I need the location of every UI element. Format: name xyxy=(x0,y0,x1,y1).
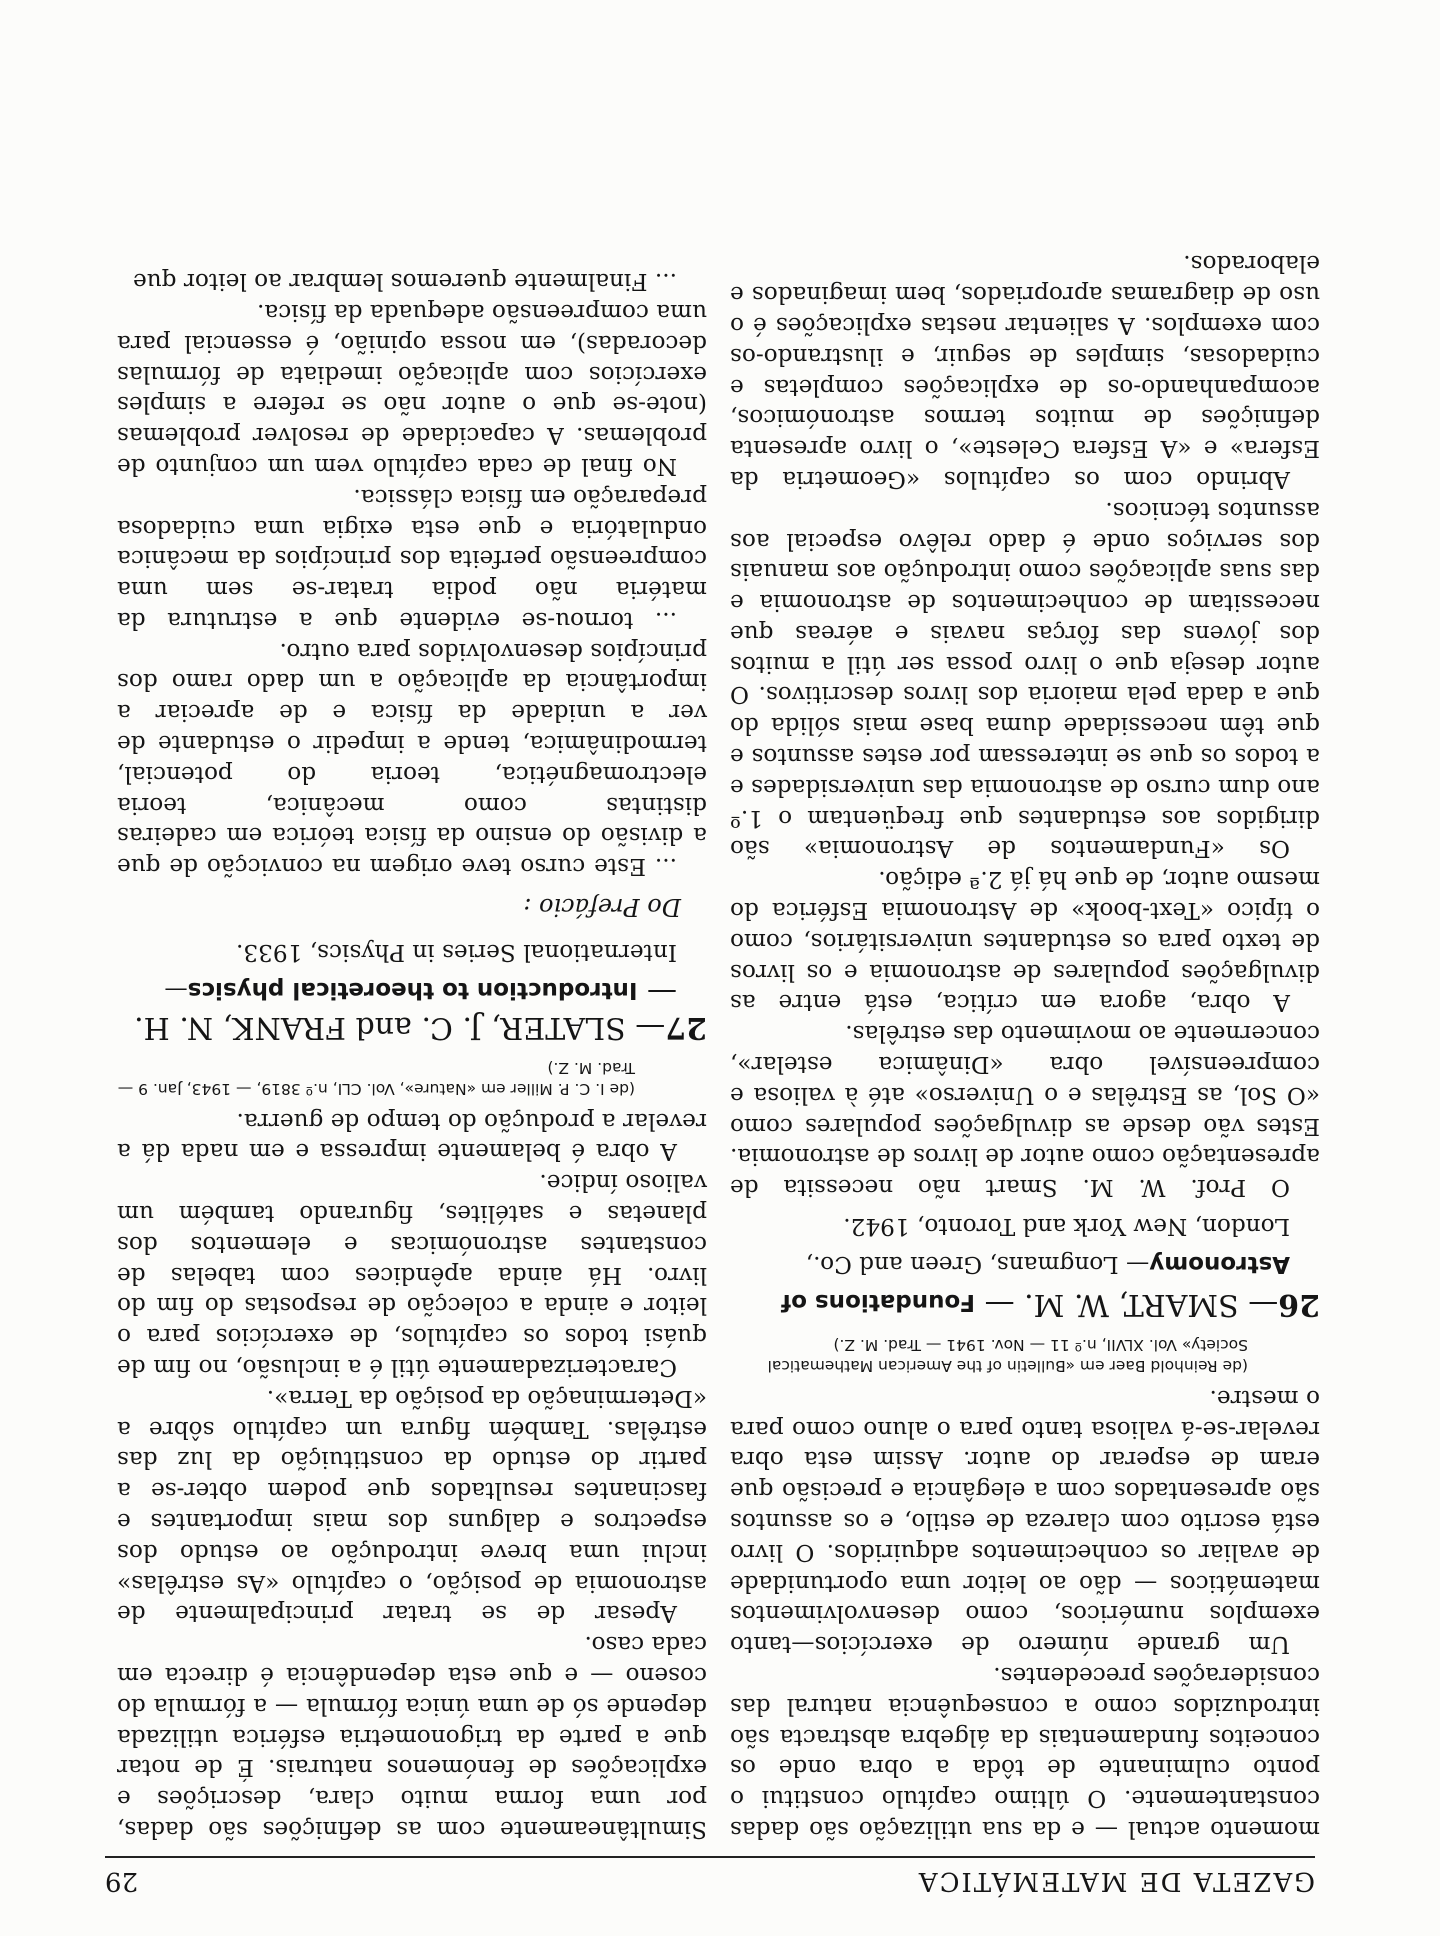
paragraph: Simultâneamente com as definições são dadas, por uma forma muito clara, descrições e explicações de fenómenos naturais. É de notar que a parte da trigonometria esférica utilizada depende só de uma única fórmula — a fórmula do coseno — e que esta dependência é directa em cada caso. xyxy=(117,1631,707,1843)
entry-number: 27 xyxy=(665,1009,707,1045)
paragraph: ... tornou-se evidente que a estrutura da matéria não podia tratar-se sem uma compreensão perfeita dos princípios da mecânica ondulatória e que esta exigia uma cuidadosa preparação em física clássica. xyxy=(117,483,707,634)
paragraph: O Prof. W. M. Smart não necessita de apresentação como autor de livros de astronomia. Estes vão desde as divulgações populares como «O Sol, as Estrêlas e o Universo» até à valiosa e compreensível obra «Dinâmica estelar», concernente ao movimento das estrêlas. xyxy=(730,1020,1320,1202)
paragraph: Abrindo com os capítulos «Geometria da Esfera» e «A Esfera Celeste», o livro apresenta definições de muitos termos astronómicos, acompanhando-os de explicações completas e cuidadosas, simples de seguir, e ilustrando-os com exemplos. A salientar nestas explicações é o uso de diagramas apropriados, bem imaginados e elaborados. xyxy=(730,250,1320,493)
entry-number: 26 xyxy=(1278,1287,1320,1323)
preface-heading: Do Prefácio : xyxy=(523,893,681,922)
paragraph: Os «Fundamentos de Astronomia» são dirigidos aos estudantes que freqüentam o 1.º ano dum curso de astronomia das universidades e a todos os que se interessam por estes assuntos e que têm necessidade duma base mais sólida do que a dada pela maioria dos livros descritivos. O autor deseja que o livro possa ser útil a muitos dos jóvens das fôrças navais e aéreas que necessitam de conhecimentos de astronomia e das suas aplicações como introdução aos manuais dos serviços onde é dado relêvo especial aos assuntos técnicos. xyxy=(730,496,1320,863)
entry-publisher: — Longmans, Green and Co., London, New York and Toronto, 1942. xyxy=(805,1213,1290,1279)
paragraph: ... Finalmente queremos lembrar ao leitor que xyxy=(132,268,677,296)
entry-author: — SMART, W. M. — xyxy=(984,1287,1279,1323)
paragraph: Um grande número de exercícios—tanto exemplos numéricos, como desenvolvimentos matemáticos — dão ao leitor uma oportunidade de avaliar os conhecimentos adquiridos. O livro está escrito com clareza de estilo, e os assuntos são apresentados com a elegância e precisão que eram de esperar do autor. Assim esta obra revelar-se-á valiosa tanto para o aluno como para o mestre. xyxy=(730,1384,1320,1659)
paragraph: Caracterizadamente útil é a inclusão, no fim de quási todos os capítulos, de exercícios para o leitor e ainda a colecção de respostas do fim do livro. Há ainda apêndices com tabelas de constantes astronómicas e elementos dos planetas e satélites, figurando também um valioso índice. xyxy=(117,1169,707,1382)
header-rule xyxy=(105,1856,1315,1858)
paragraph: No final de cada capítulo vem um conjunto de problemas. A capacidade de resolver problemas (note-se que o autor não se refere a simples exercícios com aplicação imediata de fórmulas decoradas), em nossa opinião, é essencial para uma compreensão adequada da física. xyxy=(117,298,707,480)
entry-title: Foundations of Astronomy xyxy=(781,1251,1290,1316)
right-column xyxy=(117,265,707,1844)
paragraph: Apesar de se tratar principalmente de astronomia de posição, o capítulo «As estrêlas» inclui uma breve introdução ao estudo dos espectros e dalguns dos mais importantes e fascinantes resultados que podem obter-se a partir do estudo da constituição da luz das estrêlas. Também figura um capítulo sôbre a «Determinação da posição da Terra». xyxy=(117,1384,707,1628)
entry-title: Introduction to theoretical physics xyxy=(187,976,638,1003)
entry-author: — SLATER, J. C. and FRANK, N. H. — xyxy=(134,974,677,1045)
page-number: 29 xyxy=(105,1866,139,1896)
paragraph: momento actual — e da sua utilização são dadas constantemente. O último capítulo constitui o ponto culminante de tôda a obra onde os conceitos fundamentais da álgebra abstracta são introduzidos como a consequência natural das considerações precedentes. xyxy=(730,1662,1320,1843)
entry-publisher: — International Series in Physics, 1933. xyxy=(164,938,677,1004)
paragraph: A obra, agora em crítica, está entre as divulgações populares de astronomia e os livros de texto para os estudantes universitários, como o típico «Text-book» de Astronomia Esférica do mesmo autor, de que há já 2.ª edição. xyxy=(730,866,1320,1017)
review-entry-26 xyxy=(730,1210,1320,1322)
review-entry-27 xyxy=(117,936,707,1045)
left-column xyxy=(730,248,1320,1844)
paragraph: A obra é belamente impressa e em nada dá a revelar a produção do tempo de guerra. xyxy=(117,1107,707,1166)
journal-title: GAZETA DE MATEMÁTICA xyxy=(916,1866,1315,1896)
running-header xyxy=(105,1856,1315,1896)
paragraph: ... Este curso teve origem na convicção de que a divisão do ensino da física teórica em cadeiras distintas como mecânica, teoria electromagnética, teoria do potencial, termodinâmica, tende a impedir o estudante de ver a unidade da física e de apreciar a importância da aplicação a um dado ramo dos princípios desenvolvidos para outro. xyxy=(117,637,707,881)
reference-note: (de Reinhold Baer em «Bulletin of the American Mathematical Society» Vol. XLVII, n.º 11 — Nov. 1941 — Trad. M. Z.) xyxy=(767,1336,1248,1376)
reference-note: (de I. C. P. Miller em «Nature», Vol. CLI, n.º 3819, — 1943, Jan. 9 — Trad. M. Z.) xyxy=(117,1058,635,1098)
